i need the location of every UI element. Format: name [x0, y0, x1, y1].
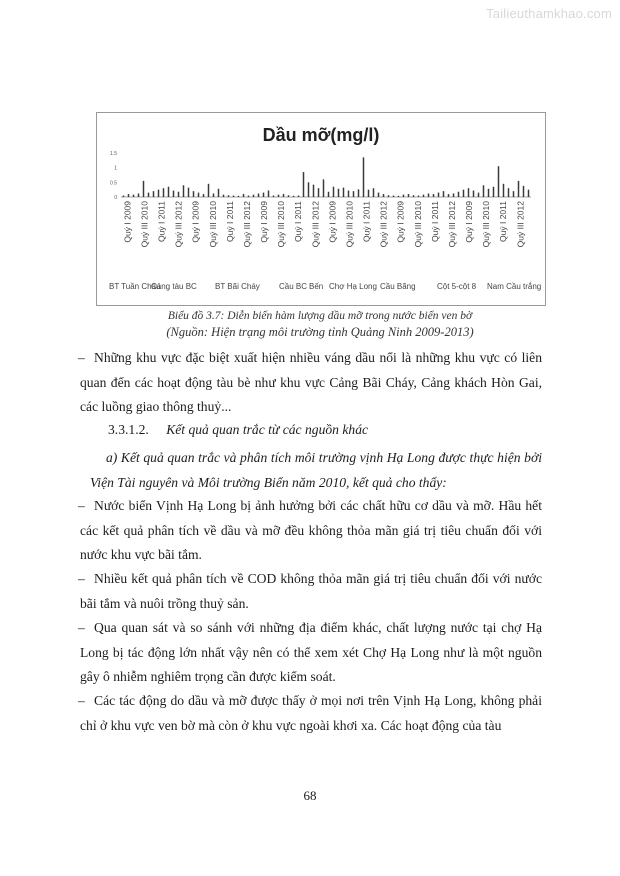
- data-bar: [218, 189, 220, 197]
- data-bar: [123, 196, 125, 197]
- group-label: Bến: [309, 282, 324, 291]
- data-bar: [413, 195, 415, 197]
- x-tick-label: Quý III 2010: [412, 201, 423, 248]
- data-bar: [458, 192, 460, 197]
- paragraph-oil-slick-areas: [80, 346, 542, 420]
- x-tick-label: Quý I 2009: [259, 201, 270, 243]
- data-bar: [478, 193, 480, 197]
- data-bar: [178, 192, 180, 197]
- data-bar: [518, 181, 520, 197]
- data-bar: [318, 188, 320, 197]
- data-bar: [243, 194, 245, 197]
- data-bar: [183, 185, 185, 197]
- data-bar: [423, 195, 425, 197]
- data-bar: [308, 182, 310, 197]
- group-label: Nam Cầu trắng: [487, 282, 542, 291]
- x-tick-label: Quý III 2012: [241, 201, 252, 248]
- data-bar: [158, 190, 160, 197]
- data-bar: [523, 186, 525, 197]
- data-bar: [133, 195, 135, 197]
- data-bar: [498, 166, 500, 197]
- x-tick-label: Quý I 2009: [464, 201, 475, 243]
- data-bar: [343, 188, 345, 197]
- data-bar: [473, 191, 475, 197]
- paragraph-organic-pollution: [80, 494, 542, 568]
- data-bar: [128, 194, 130, 197]
- bullet-dash: –: [78, 498, 85, 513]
- chart-caption: Biểu đồ 3.7: Diễn biến hàm lượng dầu mỡ trong nước biển ven bờ: [167, 310, 473, 322]
- x-tick-label: Quý I 2011: [224, 201, 235, 242]
- watermark: Tailieuthamkhao.com: [486, 6, 612, 21]
- data-bar: [188, 188, 190, 197]
- data-bar: [253, 195, 255, 197]
- data-bar: [278, 195, 280, 197]
- data-bar: [203, 194, 205, 197]
- data-bar: [298, 196, 300, 197]
- data-bar: [333, 187, 335, 197]
- x-tick-label: Quý III 2012: [446, 201, 457, 248]
- data-bar: [323, 179, 325, 197]
- data-bar: [238, 196, 240, 197]
- data-bar: [228, 195, 230, 197]
- bullet-dash: –: [78, 350, 85, 365]
- data-bar: [198, 193, 200, 197]
- data-bar: [163, 188, 165, 197]
- section-heading: [108, 422, 538, 438]
- data-bar: [493, 187, 495, 197]
- oil-grease-chart: [97, 113, 545, 305]
- x-tick-label: Quý III 2010: [207, 201, 218, 248]
- bullet-dash: –: [78, 620, 85, 635]
- x-tick-label: Quý I 2009: [122, 201, 133, 243]
- data-bar: [353, 191, 355, 197]
- data-bar: [378, 193, 380, 197]
- y-tick-label: 0.5: [110, 180, 117, 187]
- data-bar: [528, 190, 530, 197]
- data-bar: [248, 196, 250, 197]
- data-bar: [383, 194, 385, 197]
- paragraph-text: Qua quan sát và so sánh với những địa điểm khác, chất lượng nước tại chợ Hạ Long bị tác động lớn nhất vậy nên có thể xem xét Chợ Hạ Long như là một nguồn gây ô nhiễm nghiêm trọng cần được kiểm soát.: [80, 620, 542, 684]
- chart-title: Dầu mỡ(mg/l): [262, 125, 380, 145]
- y-tick-label: 0: [114, 195, 117, 201]
- paragraph-text: Nước biển Vịnh Hạ Long bị ảnh hưởng bởi các chất hữu cơ dầu và mỡ. Hầu hết các kết quả phân tích về dầu và mỡ đều không thỏa mãn giá trị tiêu chuẩn đối với nước khu vực bãi tắm.: [80, 498, 542, 562]
- data-bar: [373, 188, 375, 197]
- data-bar: [358, 189, 360, 197]
- page-number: 68: [303, 788, 317, 803]
- data-bar: [263, 193, 265, 197]
- chart-container: [96, 112, 546, 306]
- data-bar: [293, 196, 295, 197]
- data-bar: [273, 196, 275, 197]
- data-bar: [448, 194, 450, 197]
- data-bar: [143, 181, 145, 197]
- data-bar: [463, 190, 465, 197]
- data-bar: [328, 192, 330, 197]
- data-bar: [428, 193, 430, 197]
- x-tick-label: Quý I 2011: [429, 201, 440, 242]
- section-title: Kết quả quan trắc từ các nguồn khác: [166, 422, 369, 437]
- data-bar: [368, 190, 370, 197]
- group-label: Cảng tàu BC: [151, 282, 197, 291]
- group-label: Cầu BC: [279, 282, 308, 291]
- group-label: BT Bãi Cháy: [215, 282, 260, 291]
- data-bar: [303, 172, 305, 197]
- x-tick-label: Quý I 2011: [156, 201, 167, 242]
- paragraph-ha-long-market: [80, 616, 542, 690]
- data-bar: [283, 194, 285, 197]
- chart-source: (Nguồn: Hiện trạng môi trường tỉnh Quảng Ninh 2009-2013): [166, 325, 474, 339]
- data-bar: [313, 185, 315, 197]
- x-tick-label: Quý I 2009: [395, 201, 406, 243]
- data-bar: [138, 193, 140, 197]
- x-tick-label: Quý I 2009: [327, 200, 338, 243]
- x-tick-label: Quý III 2012: [378, 201, 389, 248]
- x-tick-label: Quý I 2011: [361, 201, 372, 242]
- data-bar: [153, 191, 155, 197]
- data-bar: [418, 196, 420, 197]
- data-bar: [403, 195, 405, 197]
- data-bar: [173, 191, 175, 197]
- data-bar: [393, 196, 395, 197]
- data-bar: [398, 196, 400, 197]
- data-bar: [433, 194, 435, 197]
- bullet-dash: –: [78, 693, 85, 708]
- data-bar: [258, 193, 260, 197]
- data-bar: [213, 193, 215, 197]
- x-tick-label: Quý III 2010: [344, 201, 355, 248]
- data-bar: [483, 185, 485, 197]
- paragraph-cod: [80, 567, 542, 616]
- data-bar: [348, 191, 350, 197]
- data-bar: [408, 194, 410, 197]
- data-bar: [508, 188, 510, 197]
- group-label: Cầu Bãng: [380, 282, 416, 291]
- paragraph-text: Các tác động do dầu và mỡ được thấy ở mọi nơi trên Vịnh Hạ Long, không phải chỉ ở khu vực ven bờ mà còn ở khu vực ngoài khơi xa. Các hoạt động của tàu: [80, 693, 542, 733]
- paragraph-text: Những khu vực đặc biệt xuất hiện nhiều váng dầu nổi là những khu vực có liên quan đến các hoạt động tàu bè như khu vực Cảng Bãi Cháy, Cảng khách Hòn Gai, các luồng giao thông thuỷ...: [80, 350, 542, 414]
- x-tick-label: Quý I 2011: [498, 201, 509, 242]
- data-bar: [223, 195, 225, 197]
- group-label: BT Tuần Châu: [109, 282, 161, 291]
- x-tick-label: Quý III 2012: [310, 201, 321, 248]
- x-tick-label: Quý III 2010: [276, 201, 287, 248]
- data-bar: [288, 195, 290, 197]
- paragraph-text: Nhiều kết quả phân tích về COD không thỏa mãn giá trị tiêu chuẩn đối với nước bãi tắm và nuôi trồng thuỷ sản.: [80, 571, 542, 611]
- y-tick-label: 1: [114, 165, 117, 172]
- data-bar: [503, 184, 505, 197]
- data-bar: [443, 191, 445, 197]
- paragraph-oil-impacts: [80, 689, 542, 738]
- data-bar: [438, 193, 440, 197]
- data-bar: [388, 195, 390, 197]
- x-tick-label: Quý III 2012: [515, 201, 526, 248]
- x-tick-label: Quý I 2009: [190, 201, 201, 243]
- data-bar: [148, 193, 150, 197]
- data-bar: [233, 196, 235, 197]
- data-bar: [208, 184, 210, 197]
- data-bar: [468, 188, 470, 197]
- data-bar: [488, 189, 490, 197]
- data-bar: [338, 189, 340, 197]
- x-tick-label: Quý I 2011: [293, 201, 304, 242]
- data-bar: [363, 157, 365, 197]
- group-label: Chợ Hạ Long: [329, 282, 377, 291]
- data-bar: [453, 193, 455, 197]
- data-bar: [268, 191, 270, 197]
- subsection-intro: a) Kết quả quan trắc và phân tích môi trường vịnh Hạ Long được thực hiện bởi Viện Tài nguyên và Môi trường Biển năm 2010, kết quả cho thấy:: [90, 450, 542, 490]
- group-label: Cột 5-cột 8: [437, 282, 477, 291]
- data-bar: [513, 191, 515, 197]
- data-bar: [193, 191, 195, 197]
- bullet-dash: –: [78, 571, 85, 586]
- x-tick-label: Quý III 2010: [481, 201, 492, 248]
- x-tick-label: Quý III 2012: [173, 201, 184, 248]
- x-tick-label: Quý III 2010: [139, 201, 150, 248]
- y-tick-label: 1.5: [110, 151, 117, 157]
- section-number: 3.3.1.2.: [108, 422, 149, 437]
- data-bar: [168, 187, 170, 197]
